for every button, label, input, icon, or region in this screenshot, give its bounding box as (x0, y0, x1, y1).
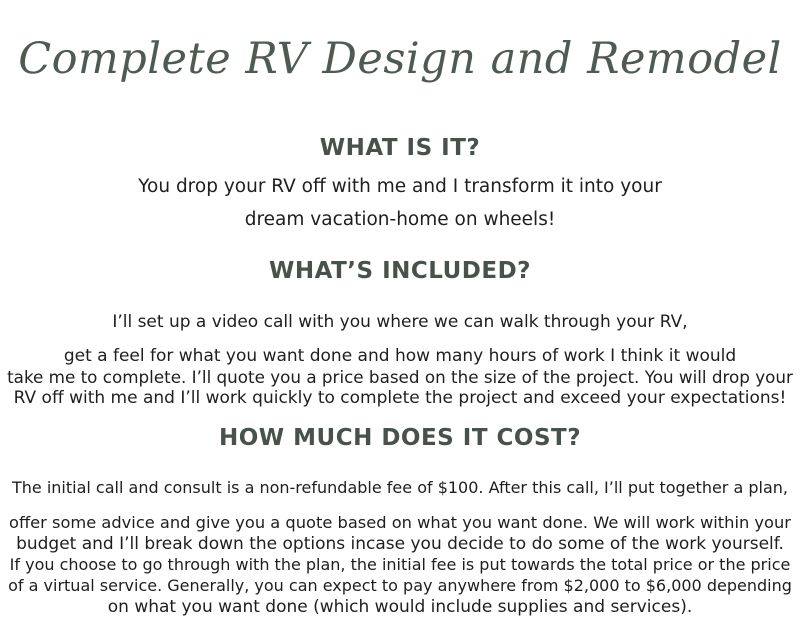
whats-included-heading: WHAT’S INCLUDED? (268, 258, 532, 284)
whats-included-line-4: RV off with me and I’ll work quickly to complete the project and exceed your expectations! (13, 388, 787, 408)
whats-included-line-2: get a feel for what you want done and how many hours of work I think it would (63, 346, 737, 366)
cost-line-2: offer some advice and give you a quote based on what you want done. We will work within your (9, 513, 791, 532)
cost-line-1: The initial call and consult is a non-refundable fee of $100. After this call, I’ll put together a plan, (12, 478, 788, 497)
cost-line-5: of a virtual service. Generally, you can expect to pay anywhere from $2,000 to $6,000 depending (8, 576, 792, 595)
cost-heading: HOW MUCH DOES IT COST? (218, 425, 582, 451)
what-is-it-line-2: dream vacation-home on wheels! (244, 209, 556, 230)
whats-included-line-3: take me to complete. I’ll quote you a price based on the size of the project. You will drop your (7, 367, 793, 387)
what-is-it-line-1: You drop your RV off with me and I transform it into your (138, 176, 662, 197)
what-is-it-heading: WHAT IS IT? (319, 135, 481, 161)
cost-line-3: budget and I’ll break down the options incase you decide to do some of the work yourself. (16, 534, 784, 554)
page-title: Complete RV Design and Remodel (18, 34, 782, 84)
whats-included-line-1: I’ll set up a video call with you where we can walk through your RV, (112, 312, 688, 332)
cost-line-6: on what you want done (which would include supplies and services). (107, 597, 693, 617)
cost-line-4: If you choose to go through with the plan, the initial fee is put towards the total price or the price (9, 555, 791, 574)
